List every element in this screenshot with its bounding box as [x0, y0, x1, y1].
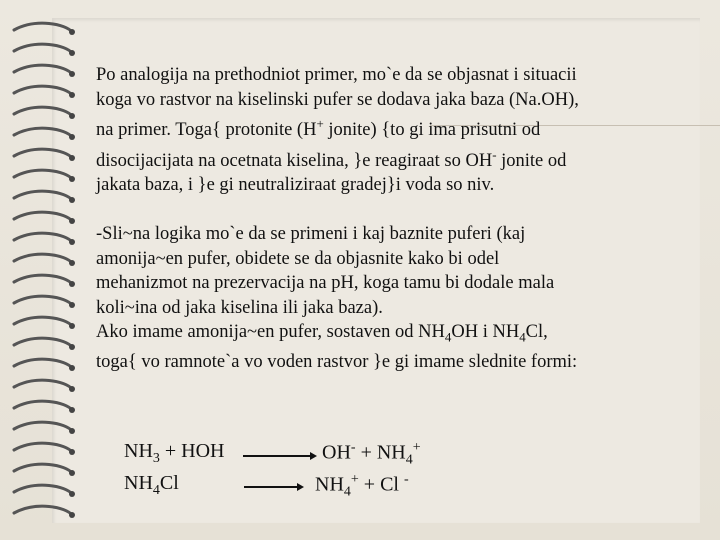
- p1-line-3: na primer. Toga{ protonite (H+ jonite) {to gi ima prisutni od: [96, 116, 541, 141]
- p2-line-5: Ako imame amonija~en pufer, sostaven od $NH_4OH$ i $NH_4Cl$,: [96, 322, 548, 345]
- equilibrium-arrow-1: [243, 455, 315, 457]
- paragraph-2: [96, 222, 686, 375]
- p2-line-2: amonija~en pufer, obidete se da objasnite kako bi odel: [96, 248, 500, 269]
- equation-2-left: $NH_4Cl$: [124, 472, 179, 498]
- equation-1-left: $NH_3$ + HOH: [124, 440, 225, 466]
- p1-line-1: Po analogija na prethodniot primer, mo`e da se objasnat i situacii: [96, 65, 577, 85]
- p2-line-1: -Sli~na logika mo`e da se primeni i kaj baznite puferi (kaj: [96, 224, 526, 244]
- spiral-binding: [6, 18, 80, 523]
- p2-line-6: toga{ vo ramnote`a vo voden rastvor }e gi imame slednite formi:: [96, 352, 578, 373]
- p2-line-4: koli~ina od jaka kiselina ili jaka baza).: [96, 297, 383, 318]
- paragraph-1: [96, 63, 686, 198]
- reaction-arrow-2: [244, 486, 302, 488]
- p2-line-3: mehanizmot na prezervacija na pH, koga tamu bi dodale mala: [96, 273, 555, 293]
- equation-1-right: $OH^- + NH_4^+$: [322, 440, 421, 468]
- equation-2-right: $NH_4^+ + Cl$ -: [315, 472, 409, 500]
- p1-line-4: disocijacijata na ocetnata kiselina, }e reagiraat so OH- jonite od: [96, 146, 567, 171]
- p1-line-2: koga vo rastvor na kiselinski pufer se dodava jaka baza (Na.OH),: [96, 89, 579, 110]
- p1-line-5: jakata baza, i }e gi neutraliziraat gradej}i voda so niv.: [96, 175, 495, 196]
